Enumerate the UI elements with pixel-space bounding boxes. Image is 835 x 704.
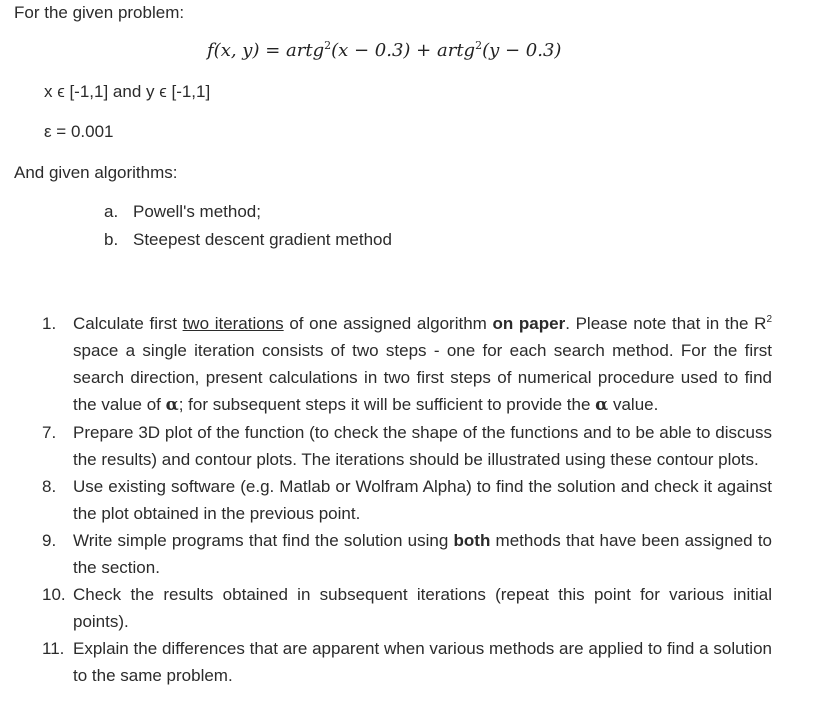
- task-text: Check the results obtained in subsequent iterations (repeat this point for various initial points).: [73, 585, 772, 631]
- task-item: [40, 527, 772, 581]
- task-item: [40, 581, 772, 635]
- algorithm-item: [104, 202, 261, 222]
- formula-args: (x, y) =: [213, 40, 287, 61]
- formula-arg1: (x − 0.3) +: [331, 40, 437, 61]
- task-number: 10.: [42, 585, 66, 604]
- domain-constraints: x ϵ [-1,1] and y ϵ [-1,1]: [44, 82, 211, 101]
- algorithm-marker: b.: [104, 230, 119, 249]
- formula-fn1: artg: [286, 40, 325, 61]
- formula-lhs: f: [207, 40, 214, 61]
- task-text: . Please note that in the R: [565, 314, 767, 333]
- task-number: 11.: [42, 639, 65, 658]
- epsilon-value: ε = 0.001: [44, 122, 114, 141]
- formula-square-2: 2: [475, 39, 483, 52]
- task-text: Explain the differences that are apparent when various methods are applied to find a solution to the same problem.: [73, 639, 772, 685]
- task-text: space a single iteration consists of two steps - one for each search method. For the first search direction, present calculations in two first steps of numerical procedure used to find the value of: [73, 341, 772, 414]
- algorithm-label: Steepest descent gradient method: [133, 230, 392, 249]
- alpha-symbol: α: [165, 395, 179, 415]
- algorithms-intro: And given algorithms:: [14, 163, 178, 182]
- task-text: value.: [608, 395, 659, 414]
- task-number: 7.: [42, 423, 57, 442]
- objective-function-formula: [207, 40, 561, 61]
- task-number: 8.: [42, 477, 57, 496]
- task-item: [40, 419, 772, 473]
- task-text-bold: on paper: [492, 314, 566, 333]
- algorithm-label: Powell's method;: [133, 202, 261, 221]
- task-number: 9.: [42, 531, 57, 550]
- task-text: Write simple programs that find the solution using: [73, 531, 454, 550]
- formula-arg2: (y − 0.3): [482, 40, 562, 61]
- task-text: Use existing software (e.g. Matlab or Wolfram Alpha) to find the solution and check it against the plot obtained in the previous point.: [73, 477, 772, 523]
- task-item: [40, 635, 772, 689]
- task-text: of one assigned algorithm: [283, 314, 493, 333]
- task-number: 1.: [42, 314, 57, 333]
- task-text: Calculate first: [73, 314, 183, 333]
- task-item: [40, 473, 772, 527]
- task-text: Prepare 3D plot of the function (to check the shape of the functions and to be able to discuss the results) and contour plots. The iterations should be illustrated using these contour plots.: [73, 423, 772, 469]
- formula-fn2: artg: [436, 40, 476, 61]
- task-item: [40, 310, 772, 419]
- task-text-underlined: two iterations: [182, 314, 284, 333]
- task-list: [40, 310, 772, 689]
- task-text: ; for subsequent steps it will be sufficient to provide the: [178, 395, 596, 414]
- algorithm-marker: a.: [104, 202, 119, 221]
- intro-text: For the given problem:: [14, 3, 185, 22]
- task-text-bold: both: [453, 531, 491, 550]
- task-text: methods that have been assigned to the section.: [73, 531, 773, 577]
- algorithm-item: [104, 230, 392, 250]
- formula-square-1: 2: [324, 39, 332, 52]
- task-superscript: 2: [766, 314, 772, 325]
- alpha-symbol: α: [595, 395, 609, 415]
